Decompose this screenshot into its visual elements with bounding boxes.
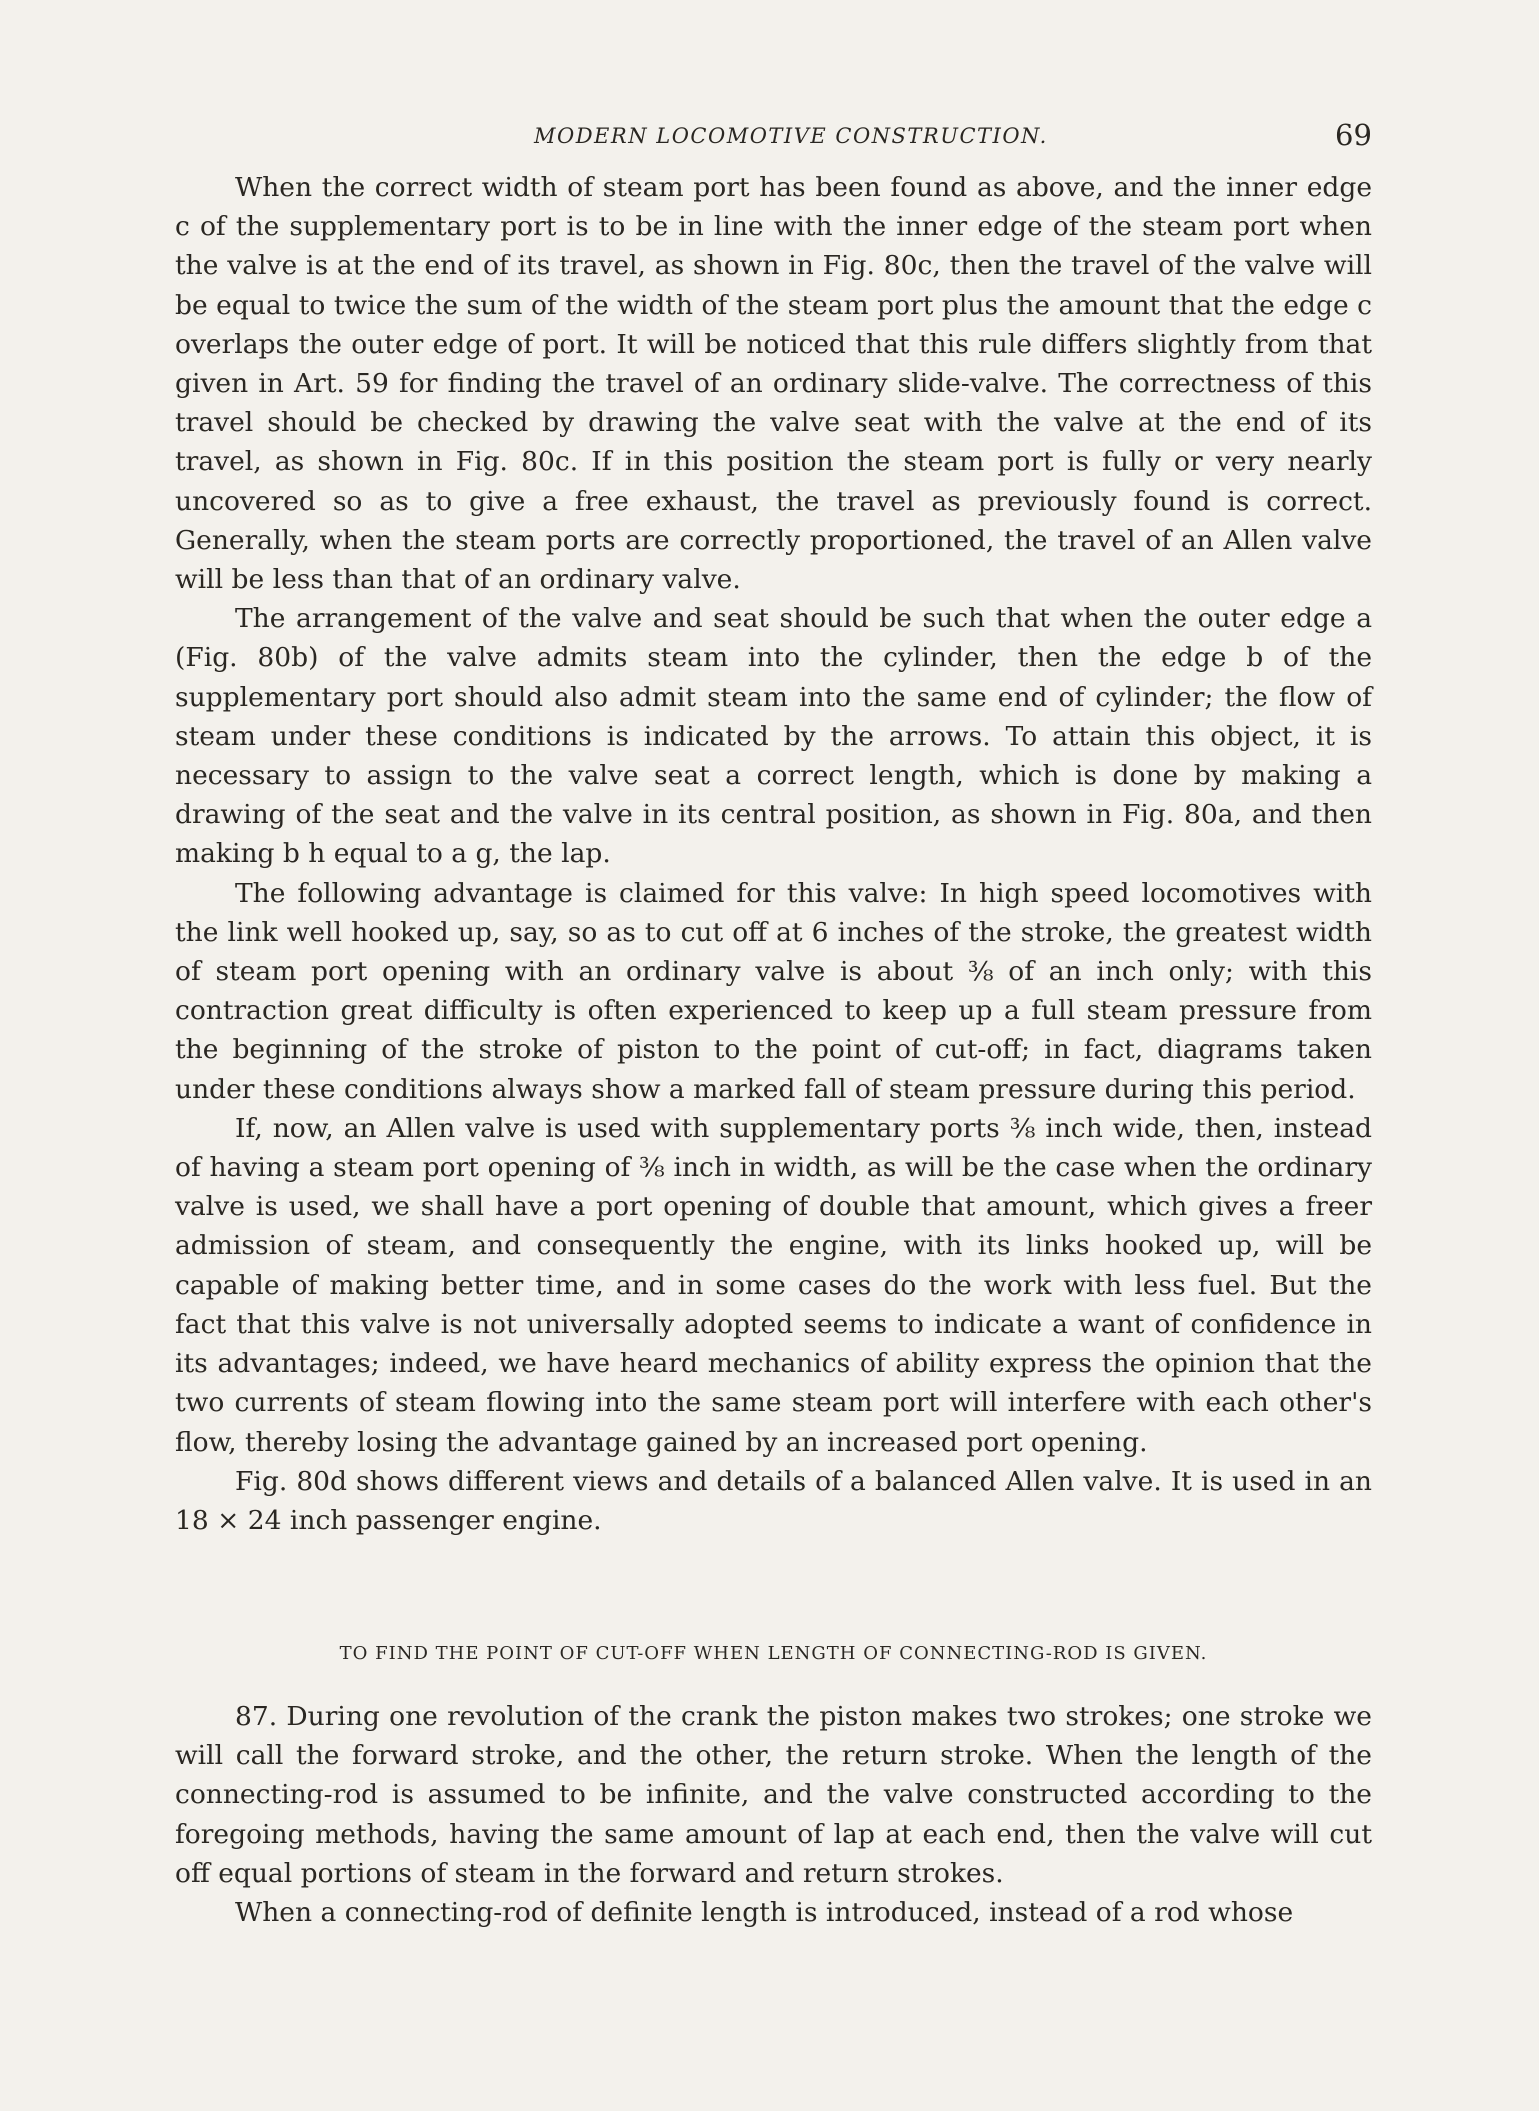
body-text	[175, 168, 1372, 1540]
paragraph-connecting-rod: When a connecting-rod of definite length is introduced, instead of a rod whose	[235, 1897, 1294, 1929]
paragraph-allen-valve: If, now, an Allen valve is used with supplementary ports ⅜ inch wide, then, instead of having a steam port opening of ⅜ inch in width, as will be the case when the ordinary valve is used, we shall have a port opening of double that amount, which gives a freer admission of steam, and consequently the engine, with its links hooked up, will be capable of making better time, and in some cases do the work with less fuel. But the fact that this valve is not universally adopted seems to indicate a want of confidence in its advantages; indeed, we have heard mechanics of ability express the opinion that the two currents of steam flowing into the same steam port will interfere with each other's flow, thereby losing the advantage gained by an increased port opening.	[175, 1112, 1372, 1458]
paragraph-87: 87. During one revolution of the crank the piston makes two strokes; one stroke we will call the forward stroke, and the other, the return stroke. When the length of the connecting-rod is assumed to be infinite, and the valve constructed according to the foregoing methods, having the same amount of lap at each end, then the valve will cut off equal portions of steam in the forward and return strokes.	[175, 1701, 1372, 1889]
section-heading: TO FIND THE POINT OF CUT-OFF WHEN LENGTH OF CONNECTING-ROD IS GIVEN.	[339, 1643, 1208, 1664]
running-head	[0, 118, 1539, 158]
paragraph-arrangement: The arrangement of the valve and seat should be such that when the outer edge a (Fig. 80b) of the valve admits steam into the cylinder, then the edge b of the supplementary port should also admit steam into the same end of cylinder; the flow of steam under these conditions is indicated by the arrows. To attain this object, it is necessary to assign to the valve seat a correct length, which is done by making a drawing of the seat and the valve in its central position, as shown in Fig. 80a, and then making b h equal to a g, the lap.	[175, 603, 1372, 870]
paragraph-fig-80d: Fig. 80d shows different views and details of a balanced Allen valve. It is used in an 18 × 24 inch passenger engine.	[175, 1465, 1372, 1536]
paragraph-advantage: The following advantage is claimed for this valve: In high speed locomotives with the link well hooked up, say, so as to cut off at 6 inches of the stroke, the greatest width of steam port opening with an ordinary valve is about ⅜ of an inch only; with this contraction great difficulty is often experienced to keep up a full steam pressure from the beginning of the stroke of piston to the point of cut-off; in fact, diagrams taken under these conditions always show a marked fall of steam pressure during this period.	[175, 877, 1372, 1105]
paragraph-travel: When the correct width of steam port has been found as above, and the inner edge c of the supplementary port is to be in line with the inner edge of the steam port when the valve is at the end of its travel, as shown in Fig. 80c, then the travel of the valve will be equal to twice the sum of the width of the steam port plus the amount that the edge c overlaps the outer edge of port. It will be noticed that this rule differs slightly from that given in Art. 59 for finding the travel of an ordinary slide-valve. The correctness of this travel should be checked by drawing the valve seat with the valve at the end of its travel, as shown in Fig. 80c. If in this position the steam port is fully or very nearly uncovered so as to give a free exhaust, the travel as previously found is correct. Generally, when the steam ports are correctly proportioned, the travel of an Allen valve will be less than that of an ordinary valve.	[175, 172, 1372, 596]
section-body-text	[175, 1697, 1372, 1932]
running-title: MODERN LOCOMOTIVE CONSTRUCTION.	[534, 124, 1048, 148]
page-number: 69	[1335, 118, 1372, 152]
